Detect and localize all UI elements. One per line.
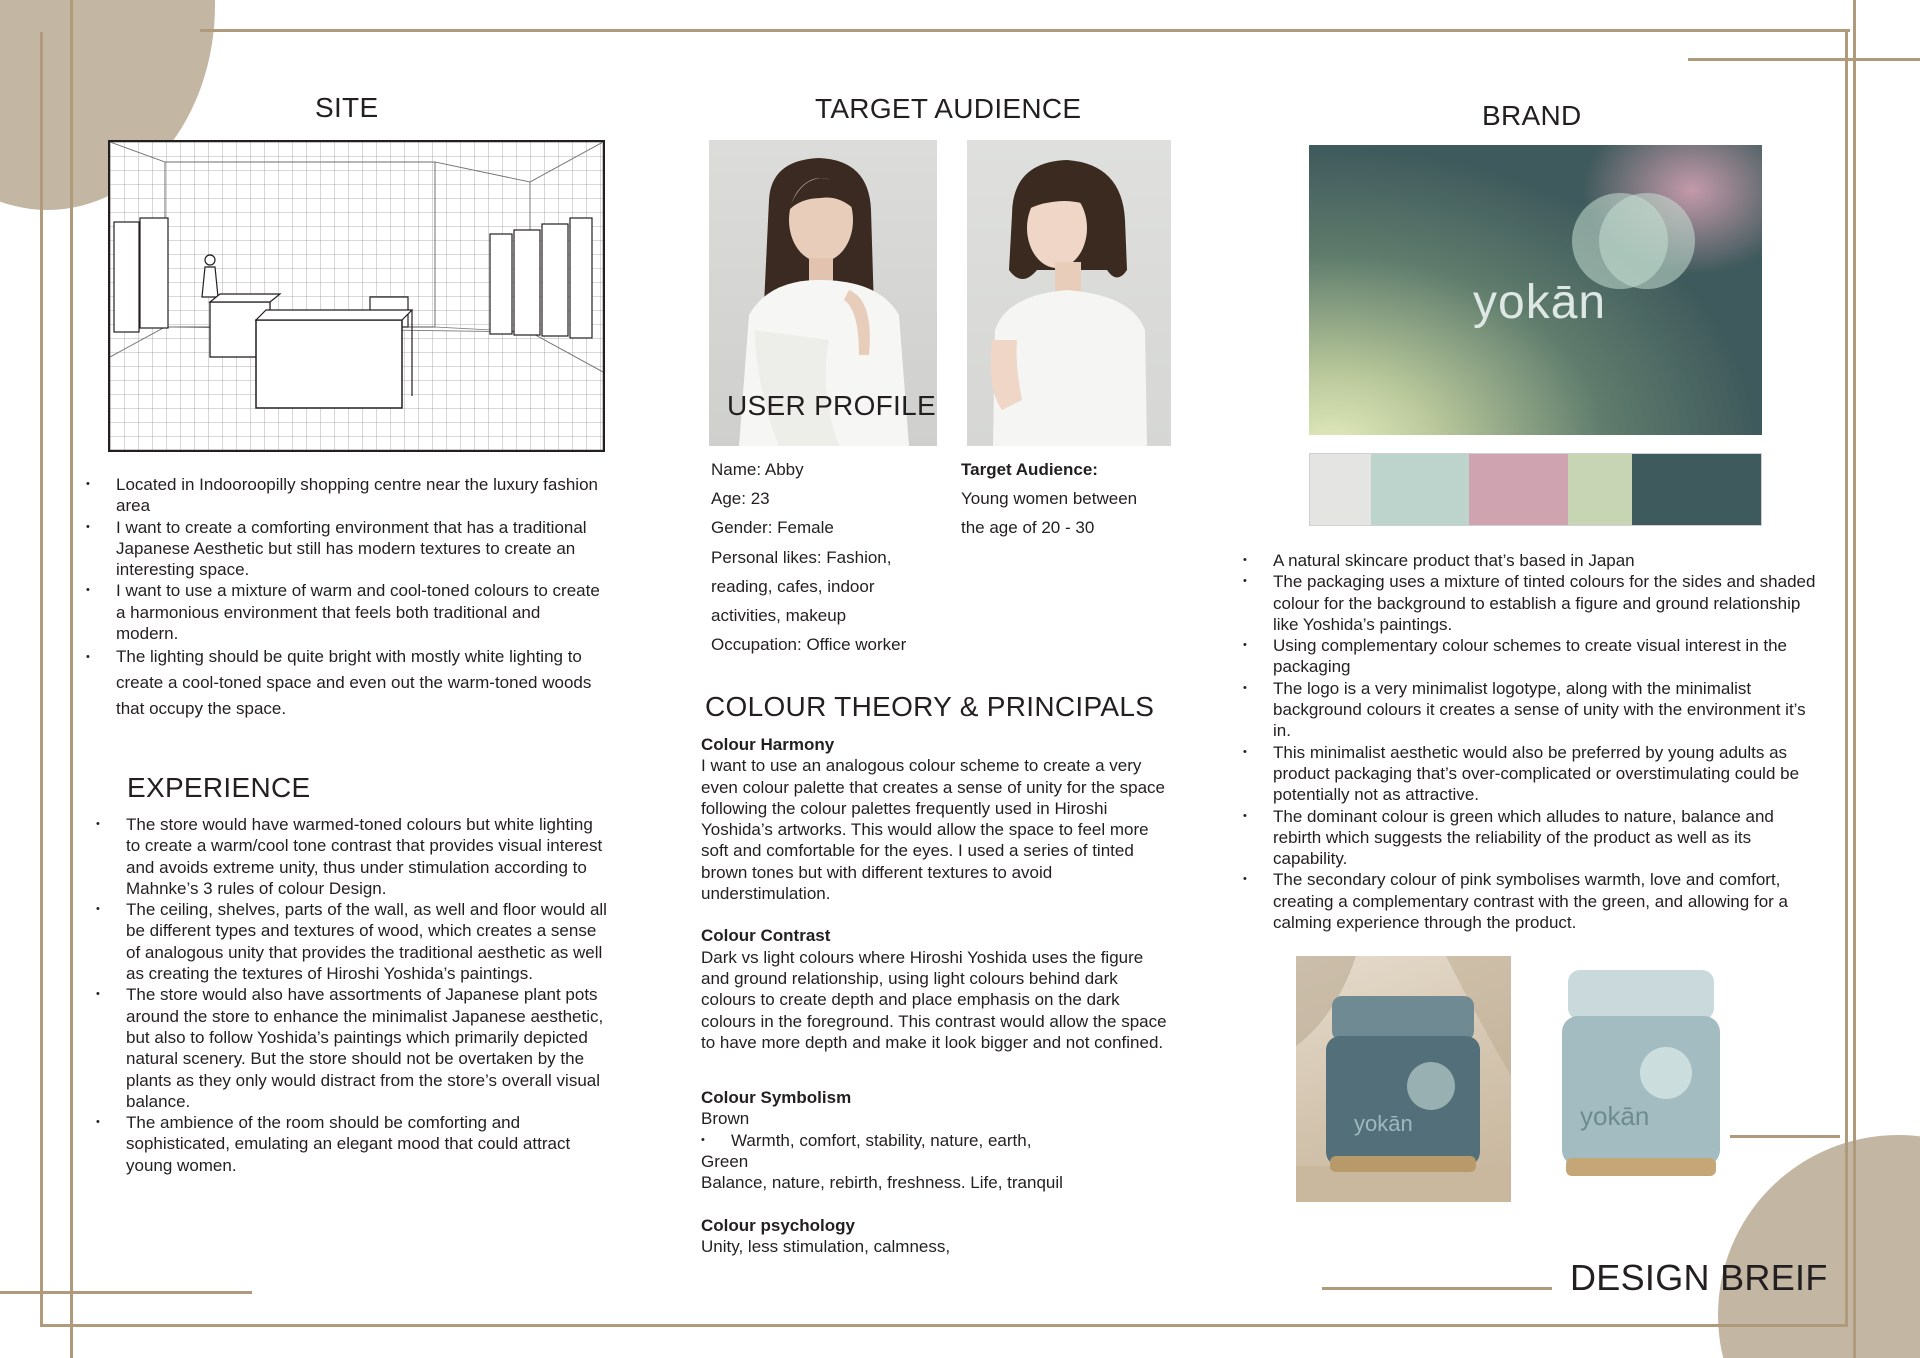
- profile-line: reading, cafes, indoor: [711, 576, 875, 596]
- brand-logotype: yokān: [1473, 276, 1607, 329]
- colour-contrast-text: Dark vs light colours where Hiroshi Yoshida uses the figure and ground relationship, using light colours behind dark colours to create depth and place emphasis on the dark colours in the foreground. This contrast would allow the space to have more depth and make it look bigger and not confined.: [701, 947, 1167, 1052]
- frame-line-right-inner: [1853, 0, 1856, 1358]
- brand-bullets: [1243, 550, 1825, 933]
- brand-bullet: • The dominant colour is green which alludes to nature, balance and rebirth which suggests the reliability of the product as well as its capability.: [1243, 806, 1825, 870]
- profile-line: Gender: Female: [711, 518, 834, 538]
- site-bullet: • I want to use a mixture of warm and cool-toned colours to create a harmonious environment that feels both traditional and modern.: [86, 580, 606, 644]
- site-bullet: • The lighting should be quite bright with mostly white lighting to create a cool-toned space and even out the warm-toned woods that occupy the space.: [86, 644, 606, 722]
- profile-line: Name: Abby: [711, 460, 804, 479]
- profile-line: Personal likes: Fashion,: [711, 547, 892, 567]
- brown-item: • Warmth, comfort, stability, nature, earth,: [701, 1130, 1032, 1150]
- frame-line-bottom: [40, 1324, 1848, 1327]
- dark-jar-logo: yokān: [1354, 1111, 1413, 1136]
- product-photo-light-jar: [1556, 968, 1726, 1193]
- user-profile-label: USER PROFILE: [727, 390, 936, 421]
- site-bullet: • I want to create a comforting environment that has a traditional Japanese Aesthetic but still has modern textures to create an interesting space.: [86, 517, 606, 581]
- profile-line: Age: 23: [711, 489, 770, 509]
- colour-harmony-text: I want to use an analogous colour scheme to create a very even colour palette that creates a sense of unity for the space following the colour palettes frequently used in Hiroshi Yoshida’s artworks. This would allow the space to feel more soft and comfortable for the eyes. I used a series of tinted brown tones but with different textures to avoid understimulation.: [701, 756, 1166, 904]
- frame-line-right: [1845, 29, 1848, 1326]
- colour-theory-body: [701, 734, 1171, 1257]
- experience-bullet: • The store would also have assortments of Japanese plant pots around the store to enhance the minimalist Japanese aesthetic, but also to follow Yoshida’s paintings which primarily depicted natural scenery. But the store should not be overtaken by the plants as they only would distract from the store’s overall visual balance.: [96, 984, 608, 1112]
- experience-bullet: • The store would have warmed-toned colours but white lighting to create a warm/cool tone contrast that provides visual interest and avoids extreme unity, thus under stimulation according to Mahnke’s 3 rules of colour Design.: [96, 814, 608, 899]
- brand-palette: [1309, 453, 1762, 526]
- brown-text: Warmth, comfort, stability, nature, earth,: [731, 1130, 1032, 1150]
- palette-swatch: [1469, 454, 1568, 525]
- frame-line-footer: [1322, 1287, 1552, 1290]
- brand-bullet: • The packaging uses a mixture of tinted colours for the sides and shaded colour for the background to establish a figure and ground relationship like Yoshida’s paintings.: [1243, 571, 1825, 635]
- green-text: Balance, nature, rebirth, freshness. Life, tranquil: [701, 1173, 1063, 1193]
- frame-line-left: [40, 32, 43, 1326]
- palette-swatch: [1310, 454, 1371, 525]
- brand-bullet: • A natural skincare product that’s based in Japan: [1243, 550, 1825, 571]
- user-profile-details: [711, 455, 906, 659]
- frame-line-left-inner: [70, 0, 73, 1358]
- brand-heading: BRAND: [1482, 100, 1582, 131]
- experience-bullet: • The ceiling, shelves, parts of the wall, as well and floor would all be different types and textures of wood, which creates a sense of analogous unity that provides the traditional aesthetic as well as creating the textures of Hiroshi Yoshida’s paintings.: [96, 899, 608, 984]
- site-heading: SITE: [315, 92, 379, 123]
- colour-symbolism-title: Colour Symbolism: [701, 1088, 852, 1108]
- brand-bullet: • The logo is a very minimalist logotype, along with the minimalist background colours it creates a sense of unity with the environment it’s in.: [1243, 678, 1825, 742]
- green-label: Green: [701, 1152, 749, 1172]
- frame-line-top: [200, 29, 1850, 32]
- target-audience-photo: [967, 140, 1171, 446]
- site-sketch: [108, 140, 605, 452]
- palette-swatch: [1371, 454, 1469, 525]
- target-audience-details: [961, 455, 1137, 543]
- site-bullets: [86, 474, 606, 722]
- palette-swatch: [1632, 454, 1761, 525]
- colour-theory-heading: COLOUR THEORY & PRINCIPALS: [705, 691, 1155, 722]
- experience-bullet: • The ambience of the room should be comforting and sophisticated, emulating an elegant mood that could attract young women.: [96, 1112, 608, 1176]
- brand-logo-card: [1309, 145, 1762, 435]
- target-audience-label: Target Audience:: [961, 460, 1098, 479]
- brand-bullet: • The secondary colour of pink symbolises warmth, love and comfort, creating a complementary contrast with the green, and allowing for a calming experience through the product.: [1243, 869, 1825, 933]
- frame-line-footer-accent: [1730, 1135, 1840, 1138]
- target-audience-heading: TARGET AUDIENCE: [815, 93, 1082, 124]
- colour-psychology-text: Unity, less stimulation, calmness,: [701, 1236, 951, 1256]
- profile-line: activities, makeup: [711, 606, 847, 626]
- design-brief-title: DESIGN BREIF: [1570, 1257, 1828, 1298]
- frame-line-top-right: [1688, 58, 1920, 61]
- target-line: Young women between: [961, 489, 1138, 509]
- colour-contrast-title: Colour Contrast: [701, 926, 831, 946]
- user-photo-abby: [709, 140, 937, 446]
- profile-line: Occupation: Office worker: [711, 635, 907, 655]
- light-jar-logo: yokān: [1580, 1101, 1650, 1131]
- site-bullet: • Located in Indooroopilly shopping centre near the luxury fashion area: [86, 474, 606, 517]
- brand-bullet: • Using complementary colour schemes to create visual interest in the packaging: [1243, 635, 1825, 678]
- brown-label: Brown: [701, 1109, 750, 1129]
- experience-heading: EXPERIENCE: [127, 772, 311, 803]
- colour-harmony-title: Colour Harmony: [701, 735, 835, 754]
- colour-psychology-title: Colour psychology: [701, 1215, 855, 1235]
- product-photo-dark-jar: [1296, 956, 1511, 1202]
- target-line: the age of 20 - 30: [961, 518, 1095, 538]
- frame-line-bottom-left: [0, 1291, 252, 1294]
- logo-circle-front: [1599, 193, 1695, 289]
- experience-bullets: [96, 814, 608, 1176]
- brand-bullet: • This minimalist aesthetic would also be preferred by young adults as product packaging that’s over-complicated or overstimulating could be potentially not as attractive.: [1243, 742, 1825, 806]
- palette-swatch: [1568, 454, 1632, 525]
